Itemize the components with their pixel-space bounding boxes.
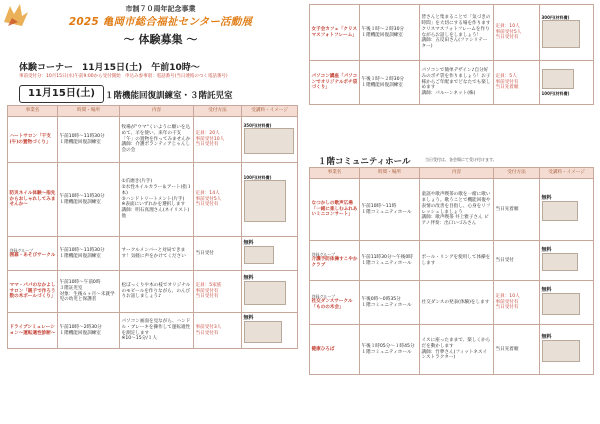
event-fee-cell (540, 5, 594, 61)
dance-photo (542, 293, 580, 315)
event-fee: 300円(材料費) (541, 14, 570, 20)
table-row (310, 179, 594, 241)
event-content: 社交ダンスの発表(体験)をします (420, 281, 494, 325)
event-time: 午前10時～11時30分 １階機能回復訓練室 (58, 163, 120, 237)
top-right-event-table (309, 4, 594, 105)
event-time: 午前10時～11時30分 １階機能回復訓練室 (58, 237, 120, 271)
event-time: 午後１時～２時30分 １階機能回復訓練室 (360, 61, 420, 105)
craft-photo (244, 128, 294, 154)
event-time: 午前10時～午前0時 ３階託児室 対象：生後６ヶ月～未就学児の幼児と保護者 (58, 271, 120, 313)
event-name: ドライブシミュレーション～運転適性診断～ (8, 313, 58, 349)
event-content: 童謡や歌声喫茶の歌を一緒に歌いましょう。歌うことで機能回復や表情の改善を目指し、心身をリフレッシュしましょう 講師：歌声喫茶 井上雅子さん ピアノ伴奏：出口いづみさん (420, 179, 494, 241)
event-fee-cell (242, 117, 298, 163)
event-reception: 当日受付 (494, 241, 540, 281)
col-header-name: 事業名 (310, 168, 360, 179)
health-photo (542, 340, 580, 362)
event-content: 皆さんと集まることで「気づきの時間」を大切にする場を作りますクリスマスフォトフレームを作りながらお話しをしましょう！ 講師：五反田さん(ファシリテーター) (420, 5, 494, 61)
reception-note: 事前受付分：10月15日(水)午前9:00から受付開始 申込み参事項：電話番号(当日連絡のつく電話番号) (19, 74, 228, 79)
table-header-row (8, 106, 298, 117)
event-content: 牧場が"ウマ"くいように願いを込めて、羊を使い、来年の干支「午」の置物を作ってみませんか 講師：介護ボランティアじゃんし会の会 (120, 117, 194, 163)
event-time: 午後１時～２時30分 １階機能回復訓練室 (360, 5, 420, 61)
event-name: 防災ネイル体験～指先からおしゃれしてみませんか～ (8, 163, 58, 237)
event-group: 登録グループ (311, 252, 336, 258)
col-header-name: 事業名 (8, 106, 58, 117)
event-name: 健康ひろば (310, 325, 360, 375)
event-fee: 無料 (541, 287, 552, 293)
table-row (8, 313, 298, 349)
right-floor-title: １階コミュニティホール (318, 157, 411, 167)
event-fee: 無料 (243, 240, 254, 246)
photoframe-photo (542, 20, 580, 48)
date-box: 11月15日(土) (19, 85, 104, 103)
event-reception: 定員：10人 事前受付有 当日受付有 (494, 281, 540, 325)
event-time: 午後0時～0時35分 １階コミュニティホール (360, 281, 420, 325)
event-reception: 当日受付 (194, 237, 242, 271)
event-name: ママ・パパのなかよしサロン「親子で作ろう数の木ボールづくり」 (8, 271, 58, 313)
event-name: 介護予防体操すこやかクラブ (311, 257, 358, 268)
event-name: パソコン講座「パソコンでオリジナルポチ袋づくり」 (310, 61, 360, 105)
col-header-time: 時間・場所 (360, 168, 420, 179)
nail-photo (244, 180, 286, 222)
event-content: サークルメンバーと対局できます！気軽に声をかけてください (120, 237, 194, 271)
event-content: パソコン画面を見ながら、ハンドル・ブレーキを操作して運転適性を測定します ※10～15分/１人 (120, 313, 194, 349)
event-time: 午前10時～2時30分 １階機能回復訓練室 (58, 313, 120, 349)
event-time: 午後１時05分～１時45分 １階コミュニティホール (360, 325, 420, 375)
event-name: 囲碁・あそびサークル (9, 253, 56, 259)
event-reception: 定員：20人 事前受付10人 当日受付有 (194, 117, 242, 163)
event-fee: 無料 (541, 195, 552, 201)
col-header-content: 内容 (120, 106, 194, 117)
event-fee-cell (242, 313, 298, 349)
event-name: なつかしの歌声広場「一緒に楽しむふれあいミニコンサート」 (310, 179, 360, 241)
table-row (8, 237, 298, 271)
table-row (8, 117, 298, 163)
event-name-cell (310, 241, 360, 281)
event-name: 社交ダンスサークル「ものの木会」 (311, 299, 353, 310)
event-fee-cell (540, 241, 594, 281)
concert-photo (542, 201, 578, 221)
event-content: イスに座ったままで、楽しくからだを動かします 講師：竹夢さん(フィットネスインストラクター) (420, 325, 494, 375)
event-group: 登録グループ (9, 248, 34, 254)
event-group: 登録グループ (311, 294, 336, 300)
event-fee: 無料 (243, 275, 254, 281)
envelope-photo (542, 69, 574, 89)
table-row (310, 241, 594, 281)
event-name-cell (8, 237, 58, 271)
event-fee: 無料 (541, 247, 552, 253)
event-reception: 定員：5家族 事前受付有 当日受付有 (194, 271, 242, 313)
header-title: 2025 亀岡市総合福祉センター活動展 (68, 16, 253, 28)
event-fee-cell (242, 163, 298, 237)
event-fee: 無料 (243, 315, 254, 321)
event-fee: 350円(材料費) (243, 122, 272, 128)
flyer-header (18, 4, 303, 47)
event-fee: 100円(材料費) (541, 91, 570, 97)
table-row (8, 163, 298, 237)
col-header-content: 内容 (420, 168, 494, 179)
mobile-photo (244, 281, 286, 305)
event-content: ボール・リングを使用して体操をします (420, 241, 494, 281)
event-fee-cell (540, 179, 594, 241)
event-time: 午前10時～11時 １階コミュニティホール (360, 179, 420, 241)
event-reception: 当日先着順 (494, 179, 540, 241)
event-reception: 定員：5人 事前受付有 当日先着順 (494, 61, 540, 105)
table-row (8, 271, 298, 313)
event-fee-cell (540, 61, 594, 105)
event-reception: 事前受付3人 当日受付有 (194, 313, 242, 349)
table-row (310, 61, 594, 105)
event-content: 松ぼっくりや木の枝でオリジナルのモビールを作りながら、のんびりお話しましょう♪ (120, 271, 194, 313)
right-floor-note: 当日受付は、各会場にて受け付けます。 (425, 157, 497, 162)
event-name: 女子会カフェ「クリスマスフォトフレーム」 (310, 5, 360, 61)
event-time: 午前10時～11時30分 １階機能回復訓練室 (58, 117, 120, 163)
col-header-fee: 受講料・イメージ (540, 168, 594, 179)
event-content: パソコンで簡単デザイン♪自分好みのポチ袋を作りましょう！お子様からご年配までどなたでも楽しめます 講師：パルーンネット(株) (420, 61, 494, 105)
corner-label: 体験コーナー 11月15日(土) 午前10時～ (19, 63, 200, 73)
header-subtitle: 市制７０周年記念事業 (125, 5, 196, 13)
event-reception: 定員：14人 事前受付5人 当日受付有 (194, 163, 242, 237)
event-fee: 100円(材料費) (243, 174, 272, 180)
right-event-table (309, 167, 594, 375)
event-name: ハートサロン「干支(午)の置物づくり」 (8, 117, 58, 163)
table-row (310, 5, 594, 61)
col-header-reception: 受付方法 (494, 168, 540, 179)
event-name-cell (310, 281, 360, 325)
table-row (310, 281, 594, 325)
col-header-reception: 受付方法 (194, 106, 242, 117)
go-photo (244, 246, 274, 264)
table-row (310, 325, 594, 375)
event-fee: 無料 (541, 334, 552, 340)
table-header-row (310, 168, 594, 179)
col-header-time: 時間・場所 (58, 106, 120, 117)
left-event-table (7, 105, 298, 349)
event-reception: 当日先着順 (494, 325, 540, 375)
event-reception: 定員：10人 事前受付5人 当日受付有 (494, 5, 540, 61)
exercise-photo (542, 253, 578, 271)
event-fee-cell (540, 325, 594, 375)
drive-photo (244, 321, 282, 343)
event-fee-cell (540, 281, 594, 325)
event-content: ①爪磨き(片手) ②水性ネイルカラー＆アート(指１本) ③ハンドトリートメント(片手) ※表面にいずれかを選択します 講師：明石真理さん(ネイリスト)他 (120, 163, 194, 237)
left-floor-title: １階機能回復訓練室・３階託児室 (105, 91, 233, 101)
event-fee-cell (242, 237, 298, 271)
event-time: 午前11時30分～午後0時 １階コミュニティホール (360, 241, 420, 281)
header-banner: ～ 体験募集 ～ (123, 33, 198, 46)
col-header-fee: 受講料・イメージ (242, 106, 298, 117)
event-fee-cell (242, 271, 298, 313)
